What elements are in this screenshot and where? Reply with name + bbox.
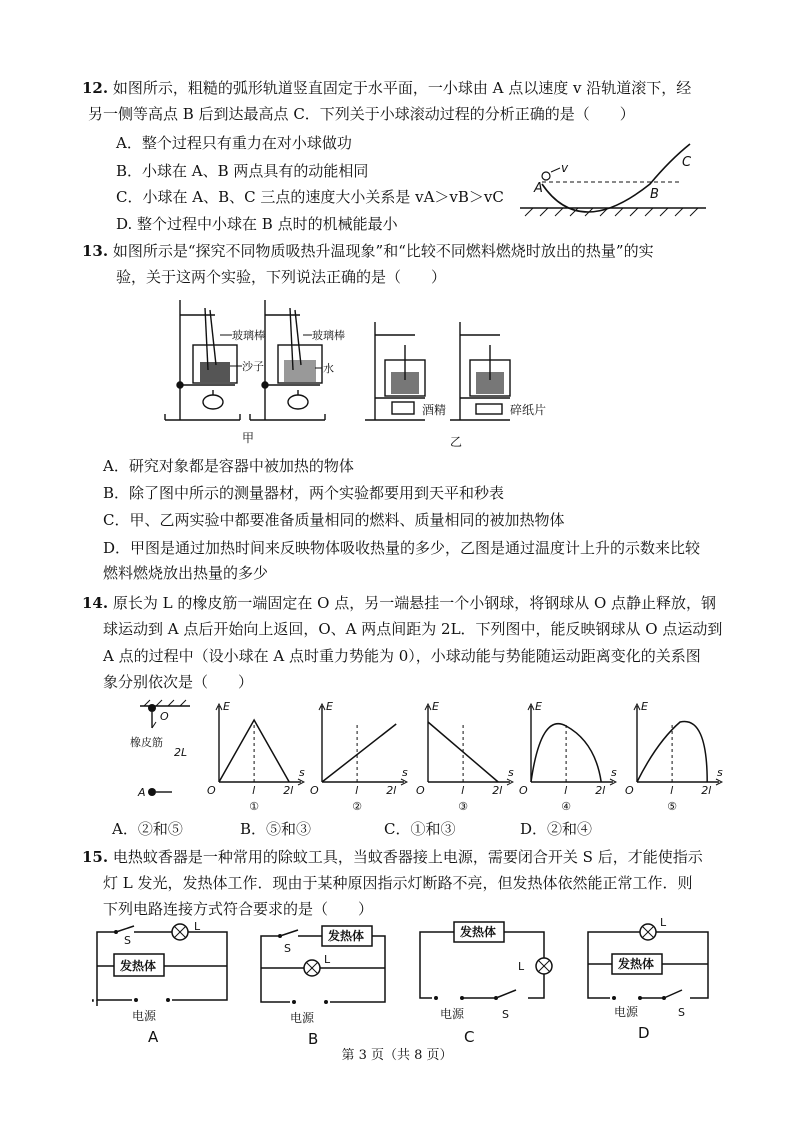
q14-graph-2-curve [322, 724, 396, 782]
q14-line1: 14. 原长为 L 的橡皮筋一端固定在 O 点，另一端悬挂一个小钢球，将钢球从 O 点静止释放，钢 [82, 594, 717, 612]
q14-graph-1 [205, 698, 305, 820]
q15-d-label-l: L [660, 918, 667, 929]
q15-line2: 灯 L 发光，发热体工作．现由于某种原因指示灯断路不亮，但发热体依然能正常工作．则 [103, 874, 693, 892]
q14-fig-label-o: O [160, 710, 169, 723]
q15-line3: 下列电路连接方式符合要求的是（ ） [103, 900, 374, 918]
q14-line2: 球运动到 A 点后开始向上返回，O、A 两点间距为 2L．下列图中，能反映钢球从 O 点运动到 [103, 620, 723, 638]
q14-graph-2-2l-label: 2l [386, 784, 397, 797]
q14-graph-3-s-label: s [508, 766, 514, 779]
q12-option-a: A．整个过程只有重力在对小球做功 [116, 134, 352, 152]
q14-graphs [205, 698, 725, 820]
q12-track-figure [520, 140, 710, 240]
q15-a-heater: 发热体 [120, 959, 157, 973]
q14-graph-4-o-label: O [519, 784, 528, 797]
q12-label-v: v [561, 161, 569, 175]
q13-label-alcohol: 酒精 [422, 403, 447, 417]
q12-option-b: B．小球在 A、B 两点具有的动能相同 [116, 162, 369, 180]
q14-number: 14. [82, 594, 109, 612]
q15-b-source: 电源 [290, 1011, 315, 1025]
q13-apparatus-figure [160, 290, 610, 450]
q14-graph-4-l-label: l [564, 784, 568, 797]
q15-a-label-l: L [194, 922, 201, 933]
q15-a-choice-label: A [148, 1028, 159, 1046]
q15-a-source: 电源 [132, 1009, 157, 1023]
q14-option-a: A．②和⑤ [112, 820, 183, 838]
q15-circuit-d [580, 918, 720, 1043]
q14-option-c: C．①和③ [384, 820, 456, 838]
q14-graph-2-number: ② [352, 800, 362, 813]
q14-graph-1-2l-label: 2l [283, 784, 294, 797]
q14-graph-3-2l-label: 2l [492, 784, 503, 797]
q14-line4: 象分别依次是（ ） [103, 673, 254, 691]
q14-graph-4-s-label: s [611, 766, 617, 779]
q15-d-choice-label: D [638, 1024, 650, 1042]
q14-fig-label-2l: 2L [174, 746, 188, 759]
q15-d-label-s: S [678, 1006, 685, 1019]
q15-b-label-s: S [284, 942, 291, 955]
q15-number: 15. [82, 848, 109, 866]
q14-graph-2-o-label: O [310, 784, 319, 797]
q14-graph-5-s-label: s [717, 766, 723, 779]
q14-graph-4-2l-label: 2l [595, 784, 606, 797]
q14-graph-1-l-label: l [252, 784, 256, 797]
q13-option-c: C．甲、乙两实验中都要准备质量相同的燃料、质量相同的被加热物体 [103, 511, 565, 529]
q14-graph-3-number: ③ [458, 800, 468, 813]
q14-fig-label-a: A [138, 786, 146, 799]
q13-label-yi: 乙 [450, 435, 463, 449]
q15-circuit-c [412, 918, 562, 1043]
q15-circuit-b [256, 922, 396, 1047]
q15-a-label-s: S [124, 934, 131, 947]
q13-line1: 13. 如图所示是“探究不同物质吸热升温现象”和“比较不同燃料燃烧时放出的热量”的实 [82, 242, 654, 260]
q14-graph-1-o-label: O [207, 784, 216, 797]
q14-graph-2 [308, 698, 408, 820]
q14-graph-3-o-label: O [416, 784, 425, 797]
q14-graph-5-l-label: l [670, 784, 674, 797]
q13-option-d-line2: 燃料燃烧放出热量的多少 [103, 564, 269, 582]
q13-option-b: B．除了图中所示的测量器材，两个实验都要用到天平和秒表 [103, 484, 505, 502]
q14-graph-5 [623, 698, 723, 820]
q14-graph-4 [517, 698, 617, 820]
q14-graph-1-number: ① [249, 800, 259, 813]
q14-graph-2-s-label: s [402, 766, 408, 779]
q15-b-label-l: L [324, 953, 331, 966]
q12-option-c: C．小球在 A、B、C 三点的速度大小关系是 vA＞vB＞vC [116, 188, 504, 206]
q14-graph-3-l-label: l [461, 784, 465, 797]
q15-b-choice-label: B [308, 1030, 319, 1047]
q15-c-label-l: L [518, 960, 525, 973]
q15-line1: 15. 电热蚊香器是一种常用的除蚊工具，当蚊香器接上电源，需要闭合开关 S 后，才能使指示 [82, 848, 703, 866]
page-footer: 第 3 页（共 8 页） [341, 1048, 453, 1063]
q12-label-a: A [534, 181, 543, 196]
q12-line2: 另一侧等高点 B 后到达最高点 C．下列关于小球滚动过程的分析正确的是（ ） [88, 105, 635, 123]
q13-option-a: A．研究对象都是容器中被加热的物体 [103, 457, 354, 475]
q14-graph-1-e-label: E [223, 700, 230, 713]
q14-graph-2-l-label: l [355, 784, 359, 797]
q15-d-heater: 发热体 [618, 957, 655, 971]
q14-line3: A 点的过程中（设小球在 A 点时重力势能为 0），小球动能与势能随运动距离变化的关系图 [103, 647, 701, 665]
q15-b-heater: 发热体 [328, 929, 365, 943]
q12-option-d: D. 整个过程中小球在 B 点时的机械能最小 [116, 215, 398, 233]
q14-graph-5-e-label: E [641, 700, 648, 713]
q14-option-b: B．⑤和③ [240, 820, 312, 838]
q12-line1: 12. 如图所示，粗糙的弧形轨道竖直固定于水平面，一小球由 A 点以速度 v 沿轨道滚下，经 [82, 79, 692, 97]
q13-number: 13. [82, 242, 109, 260]
q13-option-d: D．甲图是通过加热时间来反映物体吸收热量的多少，乙图是通过温度计上升的示数来比较 [103, 539, 701, 557]
q15-c-source: 电源 [440, 1007, 465, 1021]
q14-graph-4-e-label: E [535, 700, 542, 713]
q15-c-heater: 发热体 [460, 925, 497, 939]
q12-label-c: C [682, 155, 692, 170]
q12-label-b: B [650, 187, 659, 202]
q14-graph-3 [414, 698, 514, 820]
q14-graph-3-e-label: E [432, 700, 439, 713]
q14-fig-label-rubber: 橡皮筋 [130, 736, 163, 749]
q13-label-paper: 碎纸片 [510, 403, 547, 417]
q13-line2: 验，关于这两个实验，下列说法正确的是（ ） [116, 268, 447, 286]
q14-rubber-band-figure [130, 698, 210, 800]
q12-number: 12. [82, 79, 109, 97]
q15-circuit-a [92, 922, 242, 1047]
q13-label-glass-rod-1: 玻璃棒 [232, 329, 265, 342]
q15-c-label-s: S [502, 1008, 509, 1021]
q14-graph-5-2l-label: 2l [701, 784, 712, 797]
q13-label-sand: 沙子 [242, 360, 264, 373]
q14-graph-5-number: ⑤ [667, 800, 677, 813]
q14-graph-2-e-label: E [326, 700, 333, 713]
q15-c-choice-label: C [464, 1028, 475, 1043]
q13-label-water: 水 [323, 362, 334, 375]
q15-d-source: 电源 [614, 1005, 639, 1019]
q13-label-glass-rod-2: 玻璃棒 [312, 329, 345, 342]
q14-graph-1-s-label: s [299, 766, 305, 779]
q14-graph-5-o-label: O [625, 784, 634, 797]
q14-graph-4-number: ④ [561, 800, 571, 813]
q14-option-d: D．②和④ [520, 820, 593, 838]
q13-label-jia: 甲 [242, 431, 255, 445]
